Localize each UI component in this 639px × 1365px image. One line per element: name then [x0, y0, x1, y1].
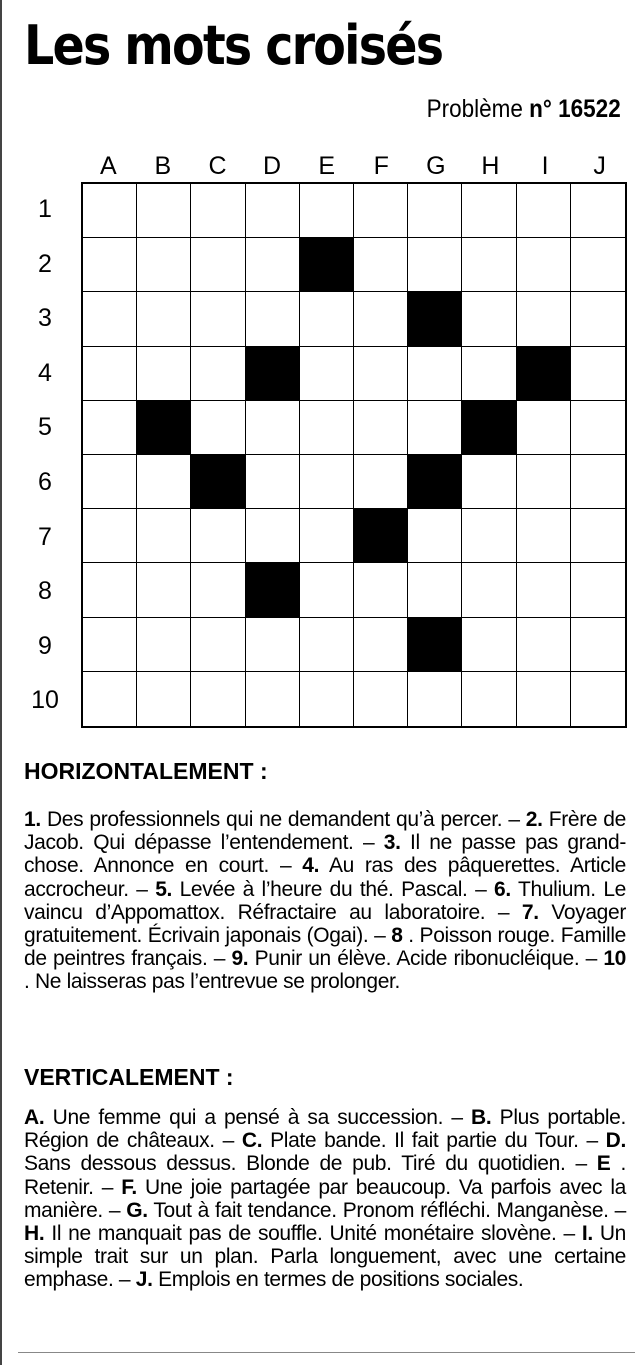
column-label: B: [154, 152, 172, 180]
problem-number: [427, 94, 621, 124]
grid-cell-J9[interactable]: [571, 618, 625, 672]
black-cell-G9: [408, 618, 462, 672]
grid-cell-H6[interactable]: [462, 455, 516, 509]
grid-cell-H4[interactable]: [462, 347, 516, 401]
grid-cell-J1[interactable]: [571, 184, 625, 238]
grid-cell-J4[interactable]: [571, 347, 625, 401]
grid-cell-D5[interactable]: [246, 401, 300, 455]
grid-cell-C10[interactable]: [191, 672, 245, 726]
clue-label: A.: [24, 1106, 45, 1129]
grid-cell-B3[interactable]: [137, 292, 191, 346]
clue-label: J.: [135, 1268, 153, 1292]
column-labels: [81, 150, 627, 182]
page-title: Les mots croisés: [24, 14, 443, 77]
clue-text: Un simple trait sur un plan. Parla longuement, avec une certaine emphase.: [24, 1222, 626, 1292]
clue-label: 4.: [302, 854, 320, 878]
grid-cell-D9[interactable]: [246, 618, 300, 672]
grid-cell-G2[interactable]: [408, 238, 462, 292]
clue-label: 1.: [24, 808, 41, 831]
clue-label: 8: [391, 924, 403, 948]
grid-cell-A8[interactable]: [83, 563, 137, 617]
clue-text: Plate bande. Il fait partie du Tour.: [270, 1129, 579, 1153]
grid-cell-A9[interactable]: [83, 618, 137, 672]
clue-text: Emplois en termes de positions sociales.: [158, 1268, 524, 1292]
grid-cell-C3[interactable]: [191, 292, 245, 346]
grid-cell-I2[interactable]: [517, 238, 571, 292]
clue-label: H.: [24, 1222, 45, 1246]
clue-text: . Retenir.: [24, 1152, 626, 1199]
horizontal-heading: HORIZONTALEMENT :: [24, 758, 268, 784]
column-label: H: [481, 152, 500, 180]
black-cell-B5: [137, 401, 191, 455]
problem-num-value: 16522: [558, 95, 621, 123]
grid-cell-F4[interactable]: [354, 347, 408, 401]
black-cell-G3: [408, 292, 462, 346]
grid-cell-J8[interactable]: [571, 563, 625, 617]
crossword-grid: [81, 182, 627, 728]
clue-label: D.: [605, 1129, 626, 1153]
grid-cell-B4[interactable]: [137, 347, 191, 401]
vertical-heading: VERTICALEMENT :: [24, 1064, 234, 1090]
grid-cell-E6[interactable]: [300, 455, 354, 509]
grid-cell-A2[interactable]: [83, 238, 137, 292]
grid-cell-H8[interactable]: [462, 563, 516, 617]
grid-cell-E4[interactable]: [300, 347, 354, 401]
grid-cell-G8[interactable]: [408, 563, 462, 617]
clue-text: Plus portable. Région de châteaux.: [24, 1106, 626, 1153]
grid-cell-I6[interactable]: [517, 455, 571, 509]
clue-text: Punir un élève. Acide ribonucléique.: [254, 947, 580, 971]
grid-cell-J6[interactable]: [571, 455, 625, 509]
column-label: J: [593, 152, 606, 180]
grid-cell-C2[interactable]: [191, 238, 245, 292]
clue-text: Frère de Jacob. Qui dépasse l’entendement.: [24, 808, 626, 855]
grid-cell-F3[interactable]: [354, 292, 408, 346]
clue-text: Il ne manquait pas de souffle. Unité monétaire slovène.: [51, 1222, 557, 1246]
grid-cell-F10[interactable]: [354, 672, 408, 726]
grid-cell-C5[interactable]: [191, 401, 245, 455]
grid-cell-C8[interactable]: [191, 563, 245, 617]
column-label: D: [263, 152, 282, 180]
grid-cell-I7[interactable]: [517, 509, 571, 563]
problem-label: Problème: [426, 95, 524, 123]
grid-cell-F2[interactable]: [354, 238, 408, 292]
clue-text: Des professionnels qui ne demandent qu’à percer.: [46, 808, 503, 831]
grid-cell-J5[interactable]: [571, 401, 625, 455]
grid-cell-D6[interactable]: [246, 455, 300, 509]
column-label: G: [426, 152, 446, 180]
clue-text: Voyager gratuitement. Écrivain japonais (Ogai).: [24, 900, 626, 948]
problem-num-prefix: n°: [529, 95, 553, 123]
clue-label: F.: [121, 1175, 137, 1199]
black-cell-D8: [246, 563, 300, 617]
row-label: 6: [38, 467, 52, 496]
row-label: 1: [38, 195, 52, 223]
grid-cell-E10[interactable]: [300, 672, 354, 726]
column-label: C: [208, 152, 227, 180]
clue-text: Sans dessous dessus. Blonde de pub. Tiré du quotidien.: [24, 1152, 566, 1176]
grid-cell-H2[interactable]: [462, 238, 516, 292]
grid-cell-E1[interactable]: [300, 184, 354, 238]
clue-text: Au ras des pâquerettes. Article accrocheur.: [24, 854, 626, 901]
grid-cell-H9[interactable]: [462, 618, 516, 672]
black-cell-H5: [462, 401, 516, 455]
grid-cell-D1[interactable]: [246, 184, 300, 238]
clue-label: 6.: [494, 877, 511, 901]
black-cell-E2: [300, 238, 354, 292]
grid-cell-G7[interactable]: [408, 509, 462, 563]
row-label: 2: [38, 249, 52, 278]
grid-cell-G5[interactable]: [408, 401, 462, 455]
grid-cell-A1[interactable]: [83, 184, 137, 238]
grid-cell-F5[interactable]: [354, 401, 408, 455]
bottom-rule: [18, 1352, 635, 1353]
grid-cell-A3[interactable]: [83, 292, 137, 346]
grid-cell-B10[interactable]: [137, 672, 191, 726]
clue-text: Une joie partagée par beaucoup. Va parfois avec la manière.: [24, 1175, 626, 1222]
grid-cell-I1[interactable]: [517, 184, 571, 238]
left-border: [0, 0, 2, 1365]
row-label: 7: [38, 522, 52, 551]
row-label: 9: [38, 631, 52, 660]
grid-cell-C9[interactable]: [191, 618, 245, 672]
grid-cell-A6[interactable]: [83, 455, 137, 509]
grid-cell-E8[interactable]: [300, 563, 354, 617]
grid-cell-A5[interactable]: [83, 401, 137, 455]
clue-label: 5.: [155, 877, 173, 901]
clue-text: Une femme qui a pensé à sa succession.: [52, 1106, 444, 1129]
black-cell-D4: [246, 347, 300, 401]
grid-cell-C4[interactable]: [191, 347, 245, 401]
clue-label: C.: [241, 1129, 263, 1153]
column-label: A: [99, 152, 117, 180]
grid-cell-H7[interactable]: [462, 509, 516, 563]
grid-cell-I3[interactable]: [517, 292, 571, 346]
grid-cell-A4[interactable]: [83, 347, 137, 401]
grid-cell-J2[interactable]: [571, 238, 625, 292]
grid-cell-B8[interactable]: [137, 563, 191, 617]
grid-cell-B9[interactable]: [137, 618, 191, 672]
grid-cell-D10[interactable]: [246, 672, 300, 726]
grid-cell-E7[interactable]: [300, 509, 354, 563]
black-cell-C6: [191, 455, 245, 509]
grid-cell-J7[interactable]: [571, 509, 625, 563]
grid-cell-D2[interactable]: [246, 238, 300, 292]
grid-cell-C1[interactable]: [191, 184, 245, 238]
clue-label: B.: [471, 1106, 492, 1129]
grid-cell-B2[interactable]: [137, 238, 191, 292]
clue-label: 10: [603, 947, 626, 971]
clue-text: . Poisson rouge. Famille de peintres français.: [24, 924, 626, 971]
black-cell-F7: [354, 509, 408, 563]
grid-cell-A7[interactable]: [83, 509, 137, 563]
clue-label: E: [596, 1152, 611, 1176]
black-cell-G6: [408, 455, 462, 509]
grid-cell-J3[interactable]: [571, 292, 625, 346]
row-label: 5: [38, 413, 52, 442]
grid-cell-E9[interactable]: [300, 618, 354, 672]
grid-cell-E5[interactable]: [300, 401, 354, 455]
grid-cell-I9[interactable]: [517, 618, 571, 672]
clue-label: 9.: [231, 947, 249, 971]
clue-text: Thulium. Le vaincu d’Appomattox. Réfractaire au laboratoire.: [24, 877, 626, 924]
row-label: 4: [38, 358, 52, 387]
grid-cell-E3[interactable]: [300, 292, 354, 346]
clue-label: G.: [126, 1198, 148, 1222]
grid-cell-B6[interactable]: [137, 455, 191, 509]
grid-cell-F9[interactable]: [354, 618, 408, 672]
grid-cell-D7[interactable]: [246, 509, 300, 563]
grid-cell-I8[interactable]: [517, 563, 571, 617]
horizontal-clues: 1. Des professionnels qui ne demandent qu’à percer. – 2. Frère de Jacob. Qui dépasse l’entendement. – 3. Il ne passe pas grand-chose. Annonce en court. – 4. Au ras des pâquerettes. Article accrocheur. – 5. Levée à l’heure du thé. Pascal. – 6. Thulium. Le vaincu d’Appomattox. Réfractaire au laboratoire. – 7. Voyager gratuitement. Écrivain japonais (Ogai). – 8 . Poisson rouge. Famille de peintres français. – 9. Punir un élève. Acide ribonucléique. – 10 . Ne laisseras pas l’entrevue se prolonger.: [24, 808, 626, 994]
clue-label: 3.: [383, 831, 401, 855]
grid-cell-C7[interactable]: [191, 509, 245, 563]
grid-cell-H1[interactable]: [462, 184, 516, 238]
column-label: I: [541, 152, 549, 180]
clue-text: Tout à fait tendance. Pronom réfléchi. Manganèse.: [153, 1198, 609, 1222]
row-labels: [20, 182, 70, 728]
grid-cell-F6[interactable]: [354, 455, 408, 509]
column-label: F: [373, 152, 389, 180]
grid-cell-G10[interactable]: [408, 672, 462, 726]
clue-label: I.: [581, 1222, 593, 1246]
column-label: E: [318, 152, 336, 180]
grid-cell-I5[interactable]: [517, 401, 571, 455]
vertical-clues: A. Une femme qui a pensé à sa succession. – B. Plus portable. Région de châteaux. – C. Plate bande. Il fait partie du Tour. – D. Sans dessous dessus. Blonde de pub. Tiré du quotidien. – E . Retenir. – F. Une joie partagée par beaucoup. Va parfois avec la manière. – G. Tout à fait tendance. Pronom réfléchi. Manganèse. – H. Il ne manquait pas de souffle. Unité monétaire slovène. – I. Un simple trait sur un plan. Parla longuement, avec une certaine emphase. – J. Emplois en termes de positions sociales.: [24, 1106, 626, 1292]
black-cell-I4: [517, 347, 571, 401]
grid-cell-D3[interactable]: [246, 292, 300, 346]
clue-text: Levée à l’heure du thé. Pascal.: [179, 877, 468, 901]
grid-cell-H10[interactable]: [462, 672, 516, 726]
clue-label: 7.: [521, 900, 539, 924]
grid-cell-H3[interactable]: [462, 292, 516, 346]
grid-cell-F1[interactable]: [354, 184, 408, 238]
grid-cell-F8[interactable]: [354, 563, 408, 617]
grid-cell-J10[interactable]: [571, 672, 625, 726]
grid-cell-I10[interactable]: [517, 672, 571, 726]
row-label: 3: [38, 304, 52, 333]
row-label: 8: [38, 577, 52, 606]
grid-cell-B7[interactable]: [137, 509, 191, 563]
clue-label: 2.: [525, 808, 543, 831]
grid-cell-G4[interactable]: [408, 347, 462, 401]
grid-cell-B1[interactable]: [137, 184, 191, 238]
grid-cell-A10[interactable]: [83, 672, 137, 726]
clue-text: . Ne laisseras pas l’entrevue se prolonger.: [24, 970, 400, 994]
row-label: 10: [31, 686, 59, 715]
clue-text: Il ne passe pas grand-chose. Annonce en court.: [24, 831, 626, 878]
grid-cell-G1[interactable]: [408, 184, 462, 238]
